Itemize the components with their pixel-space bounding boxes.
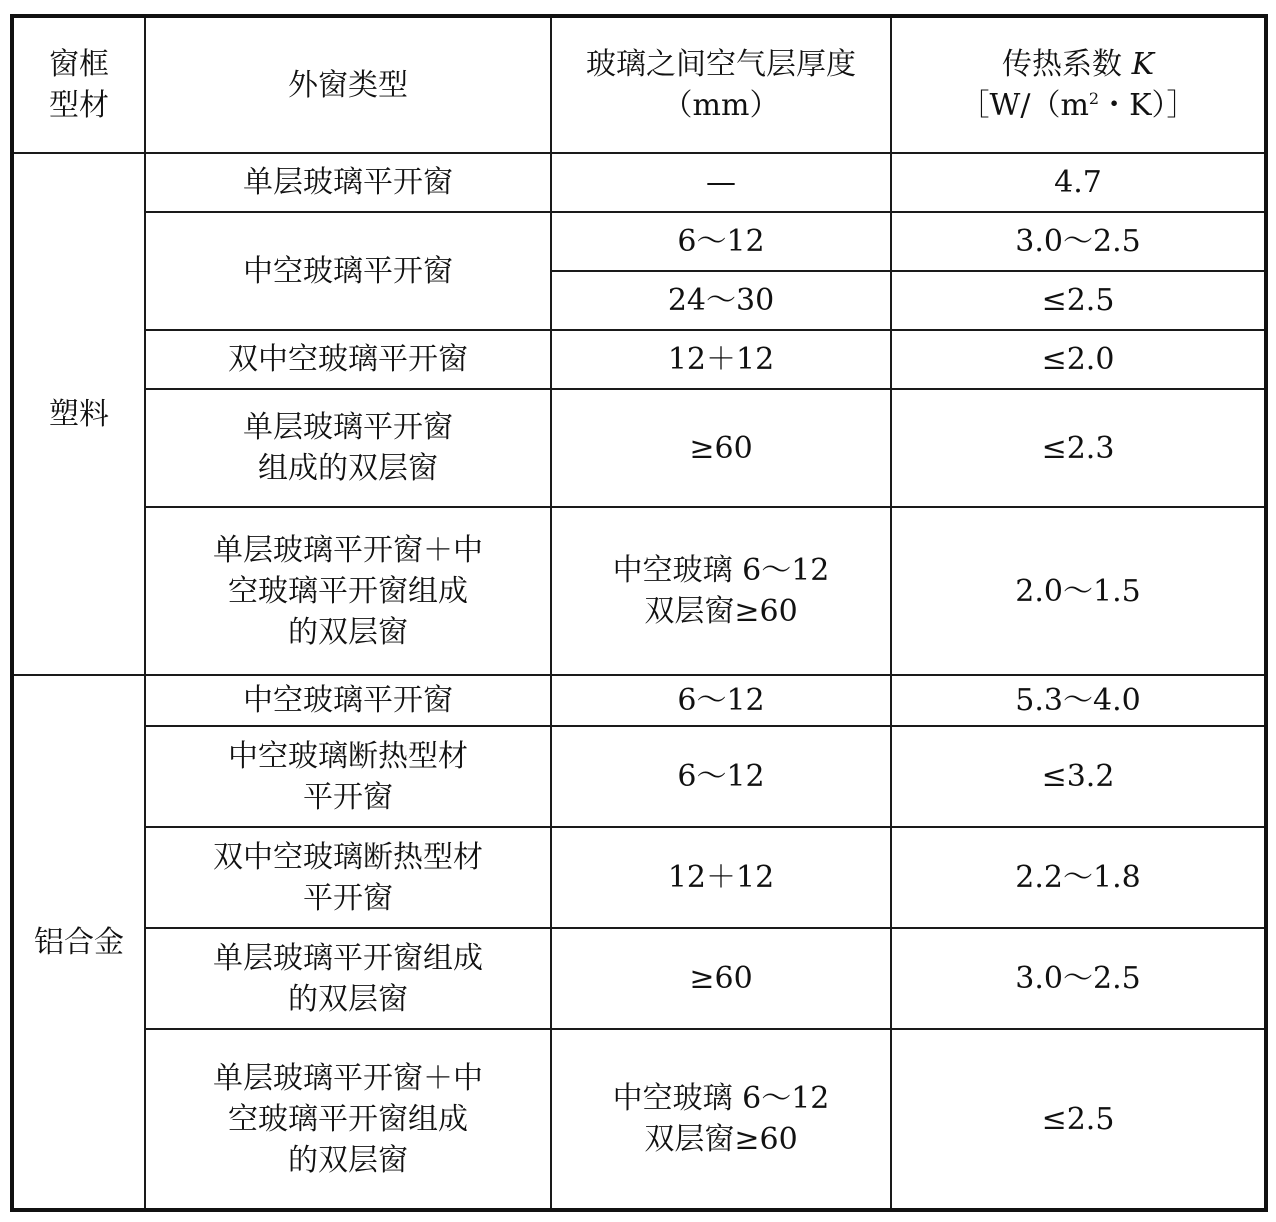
cell-k-value: 2.2～1.8 bbox=[891, 827, 1266, 928]
header-unit-post: ・K）］ bbox=[1099, 88, 1197, 123]
cell-air-gap: 6～12 bbox=[551, 675, 891, 726]
table-row bbox=[12, 212, 1266, 271]
cell-k-value: 4.7 bbox=[891, 153, 1266, 212]
table-row bbox=[12, 1029, 1266, 1210]
cell-air-gap: ≥60 bbox=[551, 389, 891, 507]
group-aluminum: 铝合金 bbox=[12, 675, 145, 1210]
table-row bbox=[12, 330, 1266, 389]
header-heat-transfer bbox=[891, 16, 1266, 153]
header-window-type: 外窗类型 bbox=[145, 16, 551, 153]
group-plastic: 塑料 bbox=[12, 153, 145, 675]
cell-window-type: 双中空玻璃平开窗 bbox=[145, 330, 551, 389]
cell-window-type: 单层玻璃平开窗组成 的双层窗 bbox=[145, 928, 551, 1029]
header-k-symbol: K bbox=[1131, 47, 1154, 82]
cell-window-type: 单层玻璃平开窗＋中 空玻璃平开窗组成 的双层窗 bbox=[145, 1029, 551, 1210]
cell-k-value: ≤2.3 bbox=[891, 389, 1266, 507]
header-frame-material: 窗框 型材 bbox=[12, 16, 145, 153]
cell-k-value: 5.3～4.0 bbox=[891, 675, 1266, 726]
cell-air-gap: ≥60 bbox=[551, 928, 891, 1029]
cell-window-type: 双中空玻璃断热型材 平开窗 bbox=[145, 827, 551, 928]
header-unit-sup: 2 bbox=[1088, 89, 1100, 108]
header-air-gap bbox=[551, 16, 891, 153]
table-row bbox=[12, 389, 1266, 507]
cell-air-gap: — bbox=[551, 153, 891, 212]
cell-k-value: ≤2.5 bbox=[891, 1029, 1266, 1210]
table-row bbox=[12, 507, 1266, 675]
document-page bbox=[10, 14, 1268, 1212]
cell-k-value: ≤3.2 bbox=[891, 726, 1266, 827]
cell-window-type: 中空玻璃断热型材 平开窗 bbox=[145, 726, 551, 827]
cell-window-type: 单层玻璃平开窗 bbox=[145, 153, 551, 212]
header-row bbox=[12, 16, 1266, 153]
cell-air-gap: 中空玻璃 6～12 双层窗≥60 bbox=[551, 507, 891, 675]
header-air-gap-title: 玻璃之间空气层厚度 bbox=[586, 47, 856, 82]
table-row bbox=[12, 827, 1266, 928]
cell-air-gap: 6～12 bbox=[551, 212, 891, 271]
cell-window-type: 中空玻璃平开窗 bbox=[145, 212, 551, 330]
cell-k-value: 3.0～2.5 bbox=[891, 928, 1266, 1029]
cell-k-value: 2.0～1.5 bbox=[891, 507, 1266, 675]
table-row bbox=[12, 726, 1266, 827]
cell-window-type: 单层玻璃平开窗＋中 空玻璃平开窗组成 的双层窗 bbox=[145, 507, 551, 675]
table-row bbox=[12, 928, 1266, 1029]
cell-air-gap: 12＋12 bbox=[551, 330, 891, 389]
cell-k-value: 3.0～2.5 bbox=[891, 212, 1266, 271]
table-row bbox=[12, 675, 1266, 726]
cell-air-gap: 12＋12 bbox=[551, 827, 891, 928]
cell-k-value: ≤2.5 bbox=[891, 271, 1266, 330]
header-heat-transfer-title: 传热系数 bbox=[1002, 47, 1132, 82]
cell-air-gap: 24～30 bbox=[551, 271, 891, 330]
table-row bbox=[12, 153, 1266, 212]
cell-k-value: ≤2.0 bbox=[891, 330, 1266, 389]
cell-window-type: 单层玻璃平开窗 组成的双层窗 bbox=[145, 389, 551, 507]
header-unit-pre: ［W/（m bbox=[959, 88, 1089, 123]
header-air-gap-unit: （mm） bbox=[662, 88, 780, 123]
cell-air-gap: 中空玻璃 6～12 双层窗≥60 bbox=[551, 1029, 891, 1210]
cell-window-type: 中空玻璃平开窗 bbox=[145, 675, 551, 726]
cell-air-gap: 6～12 bbox=[551, 726, 891, 827]
window-heat-transfer-table bbox=[10, 14, 1268, 1212]
